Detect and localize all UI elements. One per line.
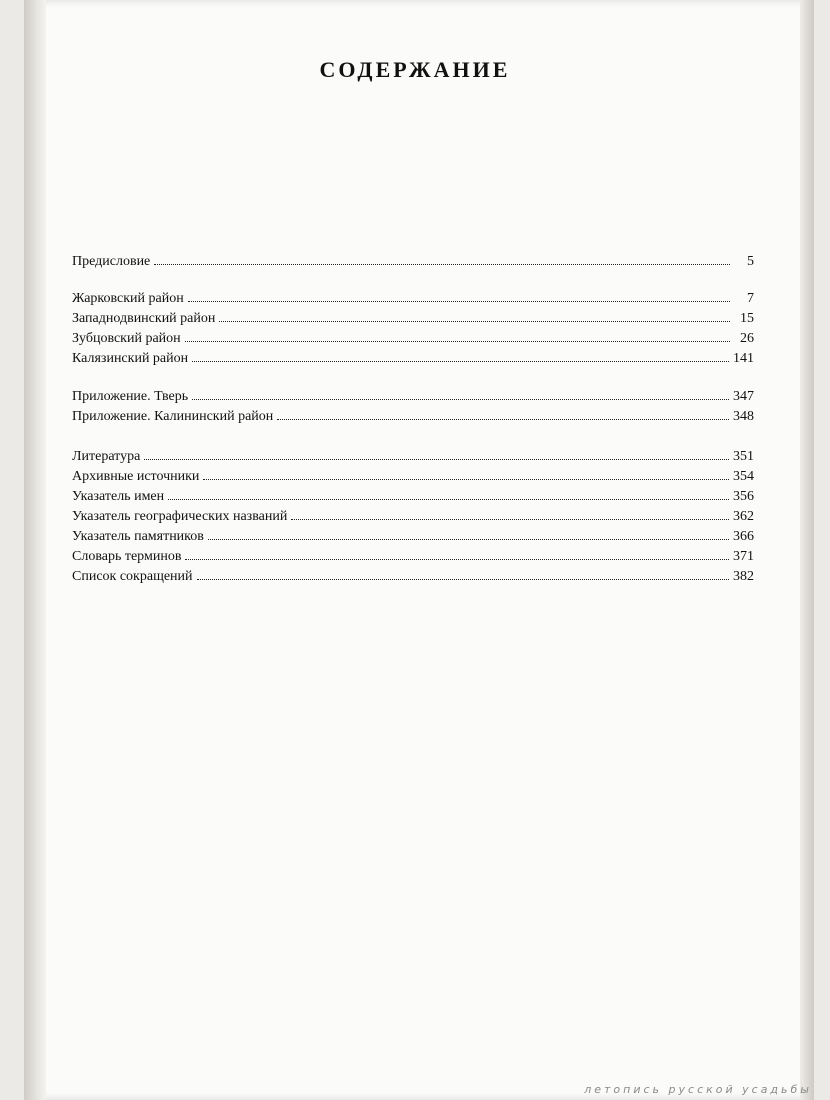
toc-entry-page: 348 (733, 409, 754, 424)
toc-entry-label: Приложение. Калининский район (72, 409, 274, 424)
toc-entry-back-matter (72, 487, 754, 507)
toc-entry-district (72, 289, 754, 309)
dot-leader (197, 578, 729, 580)
toc-entry-page: 354 (733, 469, 754, 484)
dot-leader (192, 398, 729, 400)
toc-entry-back-matter (72, 467, 754, 487)
toc-entry-label: Указатель географических названий (72, 509, 288, 524)
page-outer-edge (800, 0, 814, 1100)
toc-entry-label: Литература (72, 449, 141, 464)
dot-leader (291, 518, 729, 520)
toc-entry-back-matter (72, 567, 754, 587)
toc-entry-district (72, 329, 754, 349)
toc-entry-page: 26 (740, 331, 754, 346)
toc-entry-page: 366 (733, 529, 754, 544)
toc-entry-label: Список сокращений (72, 569, 193, 584)
toc-entry-preface (72, 252, 754, 272)
toc-entry-back-matter (72, 507, 754, 527)
toc-entry-page: 362 (733, 509, 754, 524)
toc-entry-page: 7 (747, 291, 754, 306)
toc-entry-label: Указатель имен (72, 489, 165, 504)
toc-entry-page: 356 (733, 489, 754, 504)
toc-entry-page: 15 (740, 311, 754, 326)
toc-entry-page: 347 (733, 389, 754, 404)
toc-entry-appendix (72, 407, 754, 427)
toc-entry-district (72, 309, 754, 329)
toc-entry-back-matter (72, 527, 754, 547)
toc-entry-page: 371 (733, 549, 754, 564)
watermark-text: летопись русской усадьбы (584, 1083, 812, 1096)
toc-entry-page: 351 (733, 449, 754, 464)
toc-entry-label: Указатель памятников (72, 529, 204, 544)
toc-entry-back-matter (72, 547, 754, 567)
dot-leader (168, 498, 729, 500)
toc-entry-label: Словарь терминов (72, 549, 182, 564)
toc-entry-page: 5 (747, 254, 754, 269)
toc-entry-label: Предисловие (72, 254, 151, 269)
toc-entry-page: 382 (733, 569, 754, 584)
dot-leader (203, 478, 729, 480)
dot-leader (185, 558, 729, 560)
toc-entry-appendix (72, 387, 754, 407)
toc-entry-back-matter (72, 447, 754, 467)
dot-leader (277, 418, 729, 420)
toc-entry-district (72, 349, 754, 369)
dot-leader (154, 263, 730, 265)
dot-leader (192, 360, 729, 362)
dot-leader (208, 538, 729, 540)
table-of-contents (72, 252, 754, 587)
dot-leader (188, 300, 730, 302)
toc-entry-label: Зубцовский район (72, 331, 181, 346)
dot-leader (219, 320, 730, 322)
toc-entry-label: Жарковский район (72, 291, 184, 306)
toc-entry-label: Архивные источники (72, 469, 200, 484)
page-binding-edge (24, 0, 46, 1100)
toc-entry-label: Приложение. Тверь (72, 389, 189, 404)
toc-entry-label: Западнодвинский район (72, 311, 216, 326)
toc-entry-page: 141 (733, 351, 754, 366)
dot-leader (144, 458, 729, 460)
dot-leader (185, 340, 730, 342)
toc-entry-label: Калязинский район (72, 351, 189, 366)
page-title: СОДЕРЖАНИЕ (319, 57, 511, 82)
